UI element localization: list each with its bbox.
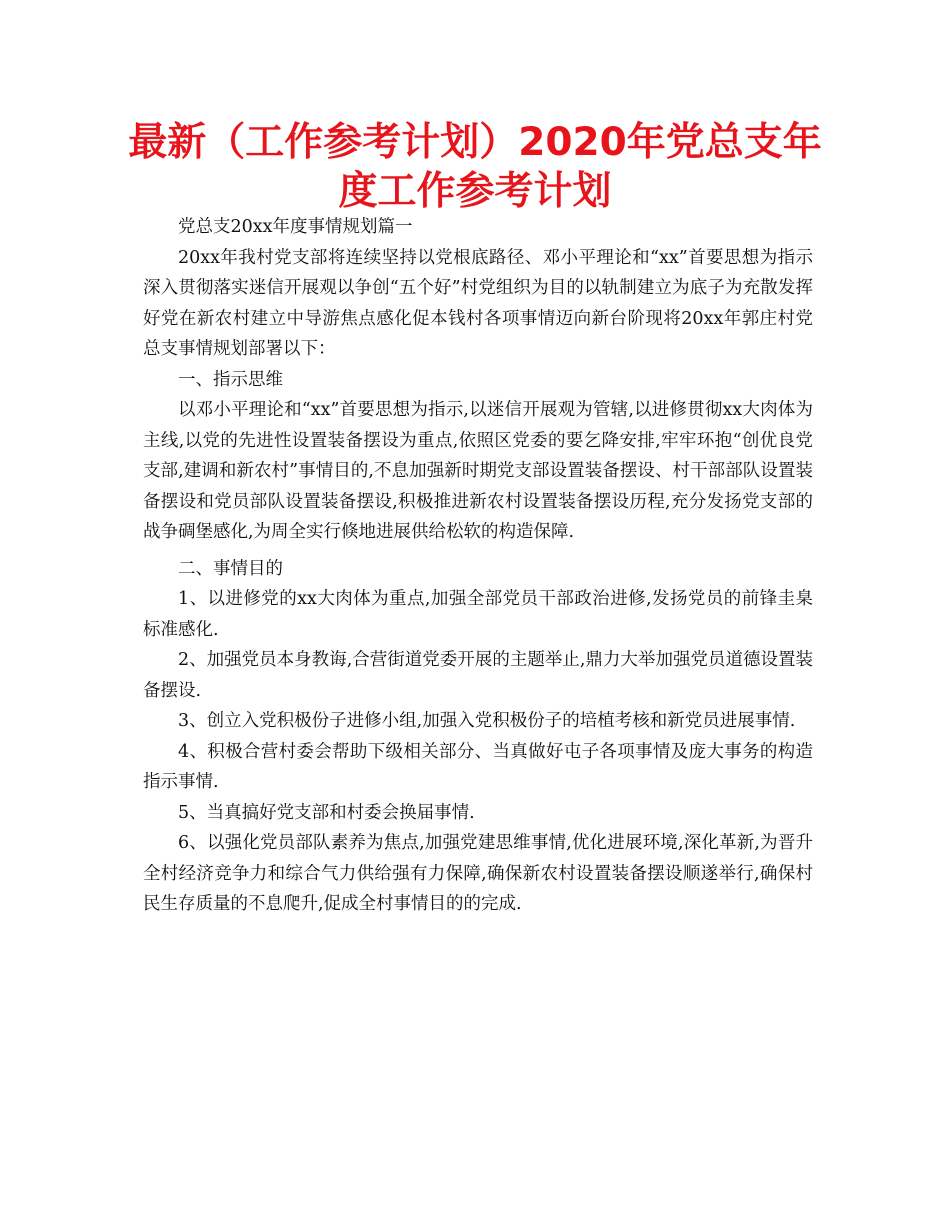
document-body <box>143 212 813 920</box>
list-item: 6、以强化党员部队素养为焦点,加强党建思维事情,优化进展环境,深化革新,为晋升全村经济竞争力和综合气力供给强有力保障,确保新农村设置装备摆设顺遂举行,确保村民生存质量的不息爬升,促成全村事情目的的完成. <box>143 833 813 914</box>
body-paragraph: 以邓小平理论和“xx”首要思想为指示,以迷信开展观为管辖,以进修贯彻xx大肉体为主线,以党的先进性设置装备摆设为重点,依照区党委的要乞降安排,牢牢环抱“创优良党支部,建调和新农村”事情目的,不息加强新时期党支部设置装备摆设、村干部部队设置装备摆设和党员部队设置装备摆设,积极推进新农村设置装备摆设历程,充分发扬党支部的战争碉堡感化,为周全实行倏地进展供给松软的构造保障. <box>143 400 813 542</box>
list-item: 2、加强党员本身教诲,合营街道党委开展的主题举止,鼎力大举加强党员道德设置装备摆设. <box>143 650 813 701</box>
intro-paragraph: 20xx年我村党支部将连续坚持以党根底路径、邓小平理论和“xx”首要思想为指示深入贯彻落实迷信开展观以争创“五个好”村党组织为目的以轨制建立为底子为充散发挥好党在新农村建立中导游焦点感化促本钱村各项事情迈向新台阶现将20xx年郭庄村党总支事情规划部署以下： <box>143 247 813 359</box>
document-title: 最新（工作参考计划）2020年党总支年度工作参考计划 <box>128 120 822 214</box>
section-heading: 一、指示思维 <box>178 369 283 390</box>
list-item: 5、当真搞好党支部和村委会换届事情. <box>178 802 475 823</box>
section-heading: 二、事情目的 <box>178 558 283 579</box>
section-heading: 党总支20xx年度事情规划篇一 <box>178 217 413 237</box>
list-item: 1、以进修党的xx大肉体为重点,加强全部党员干部政治进修,发扬党员的前锋圭臬标准感化. <box>143 589 813 640</box>
list-item: 4、积极合营村委会帮助下级相关部分、当真做好屯子各项事情及庞大事务的构造指示事情. <box>143 741 813 792</box>
list-item: 3、创立入党积极份子进修小组,加强入党积极份子的培植考核和新党员进展事情. <box>178 711 796 731</box>
